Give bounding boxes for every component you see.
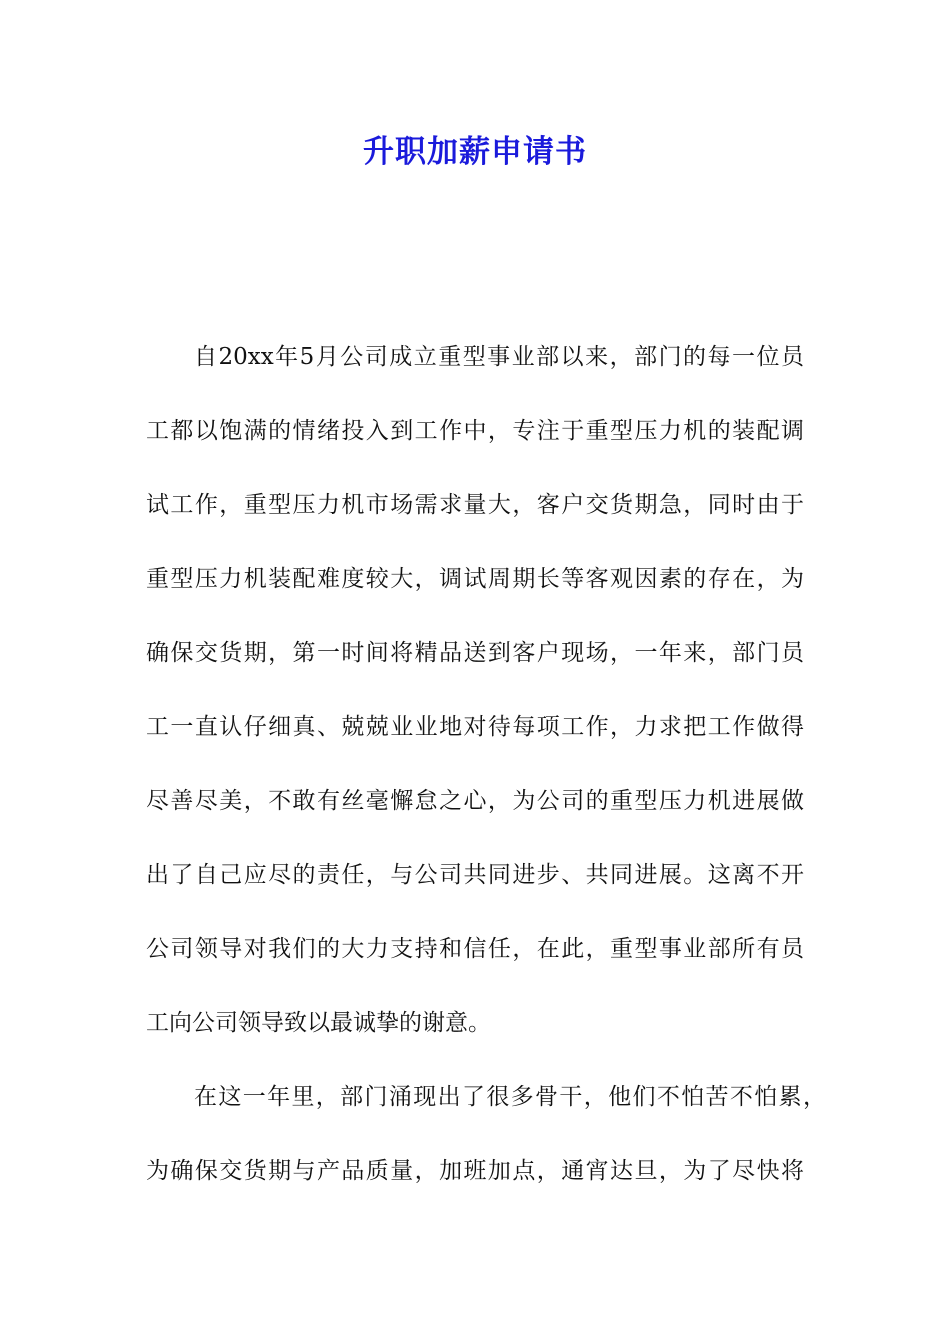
paragraph-1-line-5: 确保交货期，第一时间将精品送到客户现场，一年来，部门员 — [146, 640, 804, 666]
paragraph-1-line-6: 工一直认仔细真、兢兢业业地对待每项工作，力求把工作做得 — [146, 714, 804, 740]
document-title: 升职加薪申请书 — [363, 134, 587, 170]
paragraph-2-line-2: 为确保交货期与产品质量，加班加点，通宵达旦，为了尽快将 — [146, 1158, 804, 1184]
paragraph-1-line-1: 自20xx年5月公司成立重型事业部以来，部门的每一位员 — [194, 344, 804, 370]
paragraph-1-line-10: 工向公司领导致以最诚挚的谢意。 — [146, 1010, 491, 1036]
paragraph-1-line-9: 公司领导对我们的大力支持和信任，在此，重型事业部所有员 — [146, 936, 804, 962]
paragraph-1-line-2: 工都以饱满的情绪投入到工作中，专注于重型压力机的装配调 — [146, 418, 804, 444]
paragraph-1-line-8: 出了自己应尽的责任，与公司共同进步、共同进展。这离不开 — [146, 862, 804, 888]
paragraph-1-line-4: 重型压力机装配难度较大，调试周期长等客观因素的存在，为 — [146, 566, 804, 592]
paragraph-1-line-7: 尽善尽美，不敢有丝毫懈怠之心，为公司的重型压力机进展做 — [146, 788, 804, 814]
paragraph-2-line-1: 在这一年里，部门涌现出了很多骨干，他们不怕苦不怕累， — [194, 1084, 826, 1110]
paragraph-1-line-3: 试工作，重型压力机市场需求量大，客户交货期急，同时由于 — [146, 492, 804, 518]
